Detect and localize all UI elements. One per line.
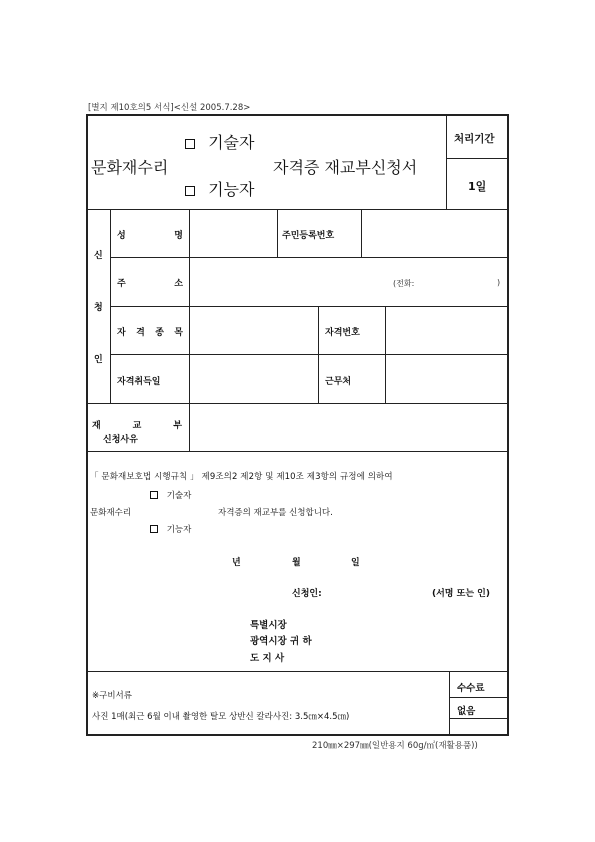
declaration-option-technician: 기술자 (150, 489, 191, 501)
phone-open: (전화: (393, 279, 415, 288)
frame-left (86, 114, 88, 736)
date-month: 월 (292, 558, 301, 568)
acquired-date-label: 자격취득일 (117, 377, 161, 387)
reason-field[interactable] (191, 405, 505, 449)
fee-mid (449, 718, 508, 719)
row1-bottom (110, 257, 508, 258)
rrn-label-right (361, 209, 362, 257)
title-divider (446, 114, 447, 210)
checkbox-icon[interactable] (185, 186, 195, 196)
reason-label: 재 교 부 (92, 421, 182, 431)
row3-bottom (110, 354, 508, 355)
checkbox-icon[interactable] (185, 139, 195, 149)
checkbox-icon[interactable] (150, 491, 158, 499)
title-bottom (86, 209, 508, 210)
acquired-date-field[interactable] (191, 356, 316, 401)
workplace-label: 근무처 (325, 377, 352, 387)
frame-top (86, 114, 508, 116)
declaration-prefix: 문화재수리 (90, 508, 132, 518)
workplace-field[interactable] (387, 356, 505, 401)
row2-bottom (110, 306, 508, 307)
section-label-char: 신 (94, 251, 103, 261)
cert-type-label: 자 격 종 목 (117, 328, 183, 338)
row4-bottom (86, 403, 508, 404)
date-year: 년 (232, 558, 241, 568)
declaration-bottom (86, 671, 508, 672)
reason-label-line2: 신청사유 (103, 435, 138, 445)
recipient-line2: 광역시장 귀 하 (250, 636, 312, 647)
cert-number-field[interactable] (387, 308, 505, 352)
frame-bottom (86, 734, 508, 736)
fee-label: 수수료 (457, 683, 485, 694)
cert-mid-right (385, 306, 386, 403)
name-field[interactable] (191, 211, 275, 255)
cert-type-field[interactable] (191, 308, 316, 352)
address-label: 주 소 (117, 279, 183, 289)
rrn-field[interactable] (363, 211, 505, 255)
fee-left (449, 671, 450, 736)
processing-value: 1일 (468, 180, 487, 193)
name-label: 성 명 (117, 231, 183, 241)
phone-close: ) (497, 278, 501, 287)
declaration-option-craftsman: 기능자 (150, 523, 191, 535)
processing-divider (446, 158, 508, 159)
form-reference: [별지 제10호의5 서식]<신설 2005.7.28> (88, 103, 251, 113)
paper-spec: 210㎜×297㎜(일반용지 60g/㎡(재활용품)) (312, 741, 478, 751)
address-field[interactable] (191, 259, 505, 304)
fee-value: 없음 (457, 706, 476, 717)
date-day: 일 (351, 558, 360, 568)
recipient-line3: 도 지 사 (250, 653, 285, 664)
applicant-signature-label: 신청인: (292, 589, 322, 599)
declaration-line1: 「 문화재보호법 시행규칙 」 제9조의2 제2항 및 제10조 제3항의 규정에 의하여 (90, 472, 393, 482)
attachments-item: 사진 1매(최근 6월 이내 촬영한 탈모 상반신 칼라사진: 3.5㎝×4.5㎝) (92, 712, 350, 722)
frame-right (507, 114, 509, 736)
label-col (189, 209, 190, 451)
rrn-label-left (277, 209, 278, 257)
declaration-text: 자격증의 재교부를 신청합니다. (218, 508, 333, 518)
sign-label: (서명 또는 인) (432, 589, 490, 599)
fee-divider (449, 697, 508, 698)
section-label-char: 인 (94, 355, 103, 365)
checkbox-icon[interactable] (150, 525, 158, 533)
rrn-label: 주민등록번호 (282, 231, 335, 241)
cert-number-label: 자격번호 (325, 328, 360, 338)
title-prefix: 문화재수리 (91, 158, 169, 177)
processing-label: 처리기간 (454, 133, 495, 145)
reason-bottom (86, 451, 508, 452)
title-option-craftsman: 기능자 (185, 177, 254, 200)
title-option-technician: 기술자 (185, 130, 254, 153)
section-label-char: 청 (94, 303, 103, 313)
cert-mid-left (318, 306, 319, 403)
attachments-heading: ※구비서류 (92, 691, 132, 701)
recipient-line1: 특별시장 (250, 620, 287, 631)
title-suffix: 자격증 재교부신청서 (273, 158, 418, 177)
